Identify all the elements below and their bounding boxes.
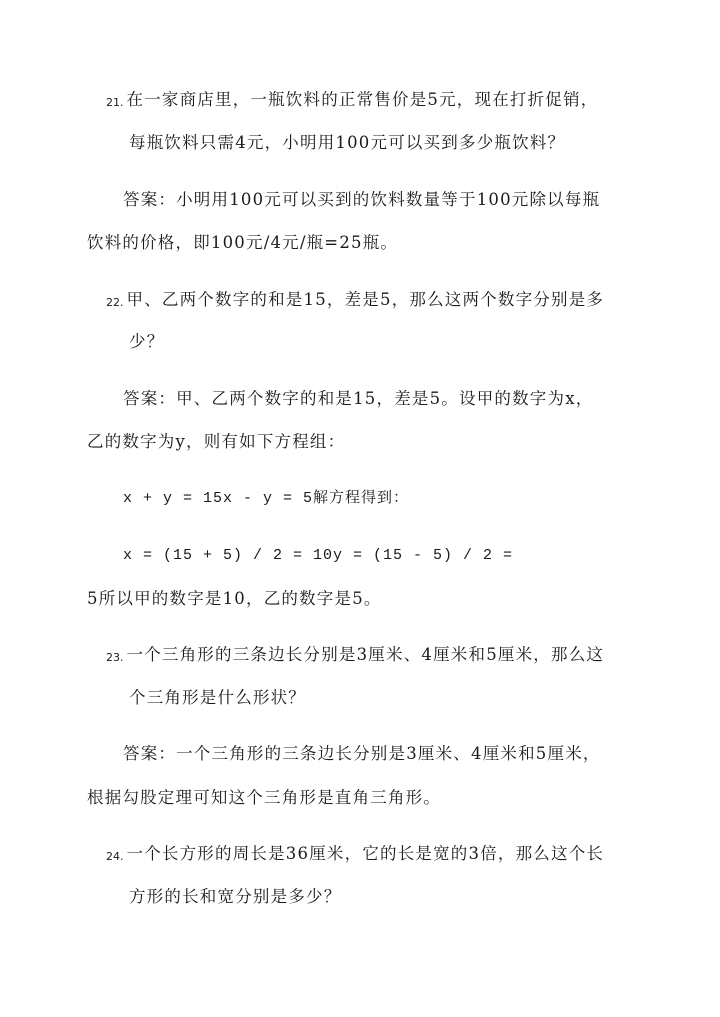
answer-22-conclusion-line: 5所以甲的数字是10，乙的数字是5。 (87, 589, 382, 608)
question-24-line-2: 方形的长和宽分别是多少？ (129, 887, 342, 906)
answer-22-solution-line: x = (15 + 5) / 2 = 10y = (15 - 5) / 2 = (123, 547, 514, 564)
question-text: 一个长方形的周长是36厘米，它的长是宽的3倍，那么这个长 (126, 844, 605, 863)
question-22-line-1 (106, 290, 604, 312)
question-number: 22. (106, 296, 124, 309)
question-number: 21. (106, 96, 124, 109)
question-24-line-1 (106, 844, 604, 866)
question-23-line-2: 个三角形是什么形状？ (129, 688, 306, 707)
question-22-line-2: 少？ (129, 332, 165, 351)
answer-23-line-2: 根据勾股定理可知这个三角形是直角三角形。 (87, 788, 441, 807)
question-number: 24. (106, 850, 124, 863)
answer-22-line-2: 乙的数字为y，则有如下方程组： (87, 432, 346, 451)
question-21-line-2: 每瓶饮料只需4元，小明用100元可以买到多少瓶饮料？ (129, 133, 566, 152)
answer-21-line-2: 饮料的价格，即100元/4元/瓶=25瓶。 (87, 233, 399, 252)
question-number: 23. (106, 651, 124, 664)
question-text: 在一家商店里，一瓶饮料的正常售价是5元，现在打折促销， (126, 90, 599, 109)
answer-22-line-1: 答案：甲、乙两个数字的和是15，差是5。设甲的数字为x， (123, 389, 594, 408)
answer-21-line-1: 答案：小明用100元可以买到的饮料数量等于100元除以每瓶 (123, 190, 601, 209)
question-23-line-1 (106, 645, 604, 667)
answer-22-equation-line: x + y = 15x - y = 5解方程得到： (123, 490, 410, 507)
question-text: 一个三角形的三条边长分别是3厘米、4厘米和5厘米，那么这 (126, 645, 605, 664)
question-text: 甲、乙两个数字的和是15，差是5，那么这两个数字分别是多 (126, 290, 605, 309)
question-21-line-1 (106, 90, 598, 112)
answer-23-line-1: 答案：一个三角形的三条边长分别是3厘米、4厘米和5厘米， (123, 744, 601, 763)
